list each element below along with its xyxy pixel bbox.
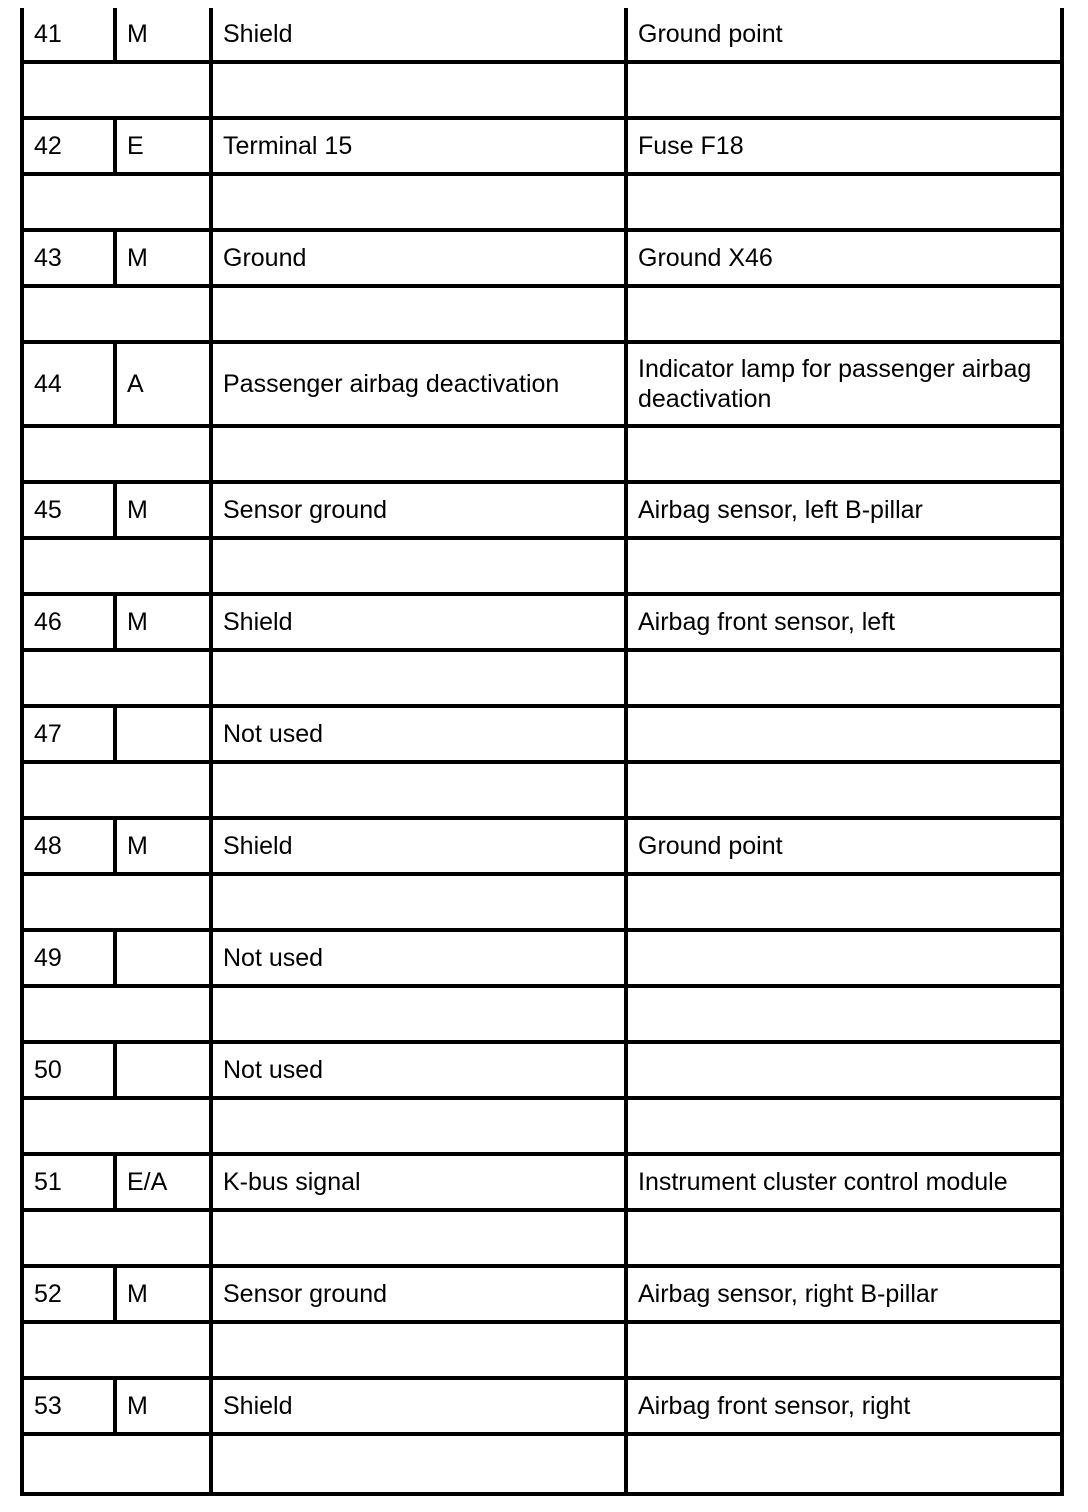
pin-number: 41 (24, 8, 117, 60)
pin-connection: Ground point (638, 20, 783, 48)
spacer-row (24, 1324, 1060, 1380)
table-row (24, 8, 1060, 64)
pin-number: 44 (24, 344, 117, 424)
pin-connection: Ground point (638, 832, 783, 860)
pin-description: Ground (213, 232, 628, 284)
pin-description: Shield (213, 596, 628, 648)
pin-connection: Airbag front sensor, right (638, 1392, 911, 1420)
pin-connection (628, 708, 1060, 760)
pin-number: 43 (24, 232, 117, 284)
pin-number: 50 (24, 1044, 117, 1096)
signal-type: E (117, 120, 213, 172)
signal-type: E/A (117, 1156, 213, 1208)
signal-type: M (117, 1380, 213, 1432)
pin-description: Not used (213, 1044, 628, 1096)
pin-connection: Ground X46 (638, 244, 773, 272)
table-row (24, 484, 1060, 540)
spacer-row (24, 288, 1060, 344)
spacer-row (24, 428, 1060, 484)
signal-type: M (117, 484, 213, 536)
table-row (24, 1268, 1060, 1324)
table-row (24, 120, 1060, 176)
table-row (24, 1156, 1060, 1212)
spacer-row (24, 876, 1060, 932)
table-row (24, 344, 1060, 428)
pin-connection: Airbag sensor, left B-pillar (638, 496, 923, 524)
table-row (24, 932, 1060, 988)
signal-type: M (117, 232, 213, 284)
pin-description: Sensor ground (213, 1268, 628, 1320)
table-row (24, 1044, 1060, 1100)
spacer-row (24, 1212, 1060, 1268)
pin-description: Sensor ground (213, 484, 628, 536)
signal-type: M (117, 8, 213, 60)
pin-number: 46 (24, 596, 117, 648)
pin-number: 47 (24, 708, 117, 760)
pin-description: Shield (213, 820, 628, 872)
table-row (24, 596, 1060, 652)
signal-type (117, 708, 213, 760)
pin-connection: Airbag sensor, right B-pillar (638, 1280, 939, 1308)
spacer-row (24, 1100, 1060, 1156)
spacer-row (24, 176, 1060, 232)
pin-description: K-bus signal (213, 1156, 628, 1208)
table-row (24, 708, 1060, 764)
spacer-row (24, 764, 1060, 820)
pin-connection (628, 932, 1060, 984)
signal-type: A (117, 344, 213, 424)
spacer-row (24, 1436, 1060, 1492)
spacer-row (24, 988, 1060, 1044)
signal-type (117, 1044, 213, 1096)
pin-number: 52 (24, 1268, 117, 1320)
signal-type: M (117, 820, 213, 872)
pin-connection: Airbag front sensor, left (638, 608, 896, 636)
signal-type: M (117, 1268, 213, 1320)
pin-number: 42 (24, 120, 117, 172)
pin-description: Not used (213, 708, 628, 760)
pin-description: Terminal 15 (213, 120, 628, 172)
pin-description: Passenger airbag deactivation (213, 344, 628, 424)
pin-number: 51 (24, 1156, 117, 1208)
pin-description: Not used (213, 932, 628, 984)
pin-connection: Instrument cluster control module (638, 1168, 1008, 1196)
spacer-row (24, 540, 1060, 596)
signal-type: M (117, 596, 213, 648)
pin-connection (628, 1044, 1060, 1096)
signal-type (117, 932, 213, 984)
pin-number: 45 (24, 484, 117, 536)
table-row (24, 1380, 1060, 1436)
pin-assignment-table (20, 8, 1064, 1496)
pin-connection: Indicator lamp for passenger airbag deactivation (638, 355, 1032, 413)
spacer-row (24, 652, 1060, 708)
pin-connection: Fuse F18 (638, 132, 744, 160)
table-row (24, 820, 1060, 876)
pin-description: Shield (213, 1380, 628, 1432)
pin-number: 48 (24, 820, 117, 872)
table-row (24, 232, 1060, 288)
pin-number: 53 (24, 1380, 117, 1432)
pin-number: 49 (24, 932, 117, 984)
pin-description: Shield (213, 8, 628, 60)
spacer-row (24, 64, 1060, 120)
